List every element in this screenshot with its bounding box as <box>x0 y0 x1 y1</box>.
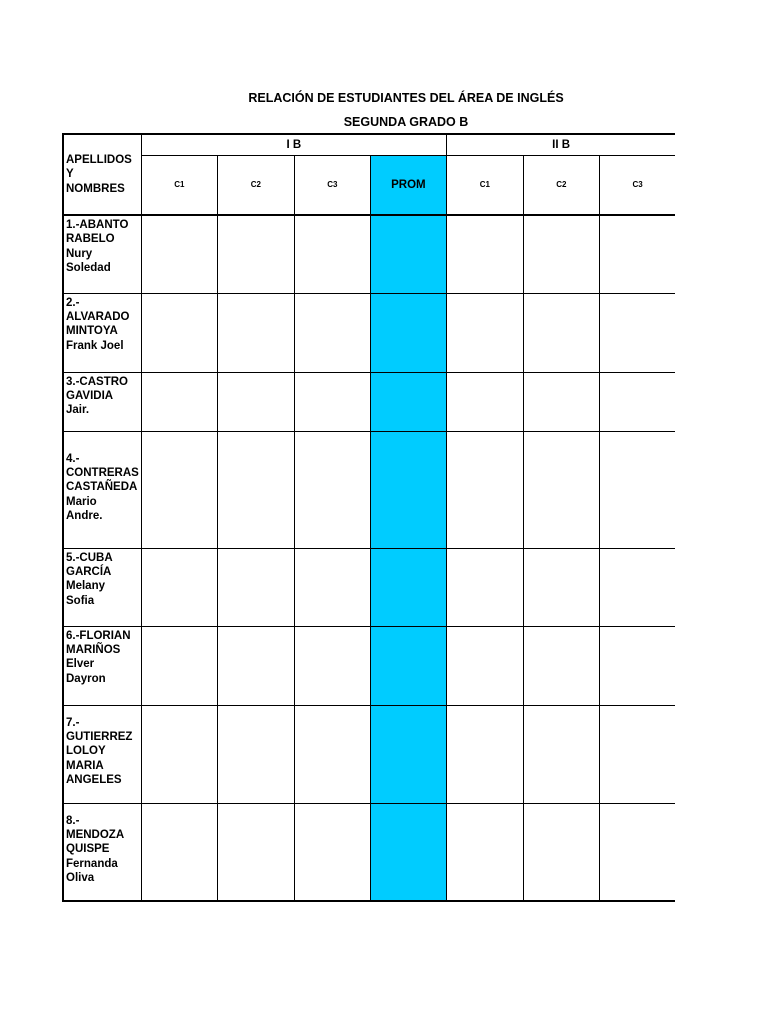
average-cell[interactable] <box>370 431 446 548</box>
page-title: RELACIÓN DE ESTUDIANTES DEL ÁREA DE INGLÉS <box>248 91 564 105</box>
average-cell[interactable] <box>370 626 446 705</box>
grade-cell[interactable] <box>523 705 599 803</box>
grade-cell[interactable] <box>294 431 370 548</box>
column-header-prom: PROM <box>370 155 446 215</box>
grade-cell[interactable] <box>217 293 294 372</box>
grade-cell[interactable] <box>523 293 599 372</box>
grade-cell[interactable] <box>599 548 675 626</box>
average-cell[interactable] <box>370 215 446 293</box>
average-cell[interactable] <box>370 803 446 901</box>
grade-cell[interactable] <box>599 626 675 705</box>
name-column-header: APELLIDOS Y NOMBRES <box>63 134 141 215</box>
student-name: 1.-ABANTO RABELO Nury Soledad <box>63 215 141 293</box>
column-header-c3-second: C3 <box>599 155 675 215</box>
page-subtitle: SEGUNDA GRADO B <box>343 115 469 129</box>
grade-cell[interactable] <box>294 372 370 431</box>
table-row <box>63 705 675 803</box>
grade-cell[interactable] <box>446 705 523 803</box>
average-cell[interactable] <box>370 293 446 372</box>
average-cell[interactable] <box>370 372 446 431</box>
student-name: 2.- ALVARADO MINTOYA Frank Joel <box>63 293 141 372</box>
grade-cell[interactable] <box>523 215 599 293</box>
grade-cell[interactable] <box>217 372 294 431</box>
group-header-1: I B <box>141 134 446 155</box>
table-row <box>63 803 675 901</box>
grades-table <box>62 133 675 902</box>
table-row <box>63 372 675 431</box>
grade-cell[interactable] <box>141 293 217 372</box>
grade-cell[interactable] <box>599 705 675 803</box>
grade-cell[interactable] <box>294 803 370 901</box>
grade-cell[interactable] <box>217 215 294 293</box>
average-cell[interactable] <box>370 548 446 626</box>
grade-cell[interactable] <box>141 803 217 901</box>
grade-cell[interactable] <box>217 431 294 548</box>
grade-cell[interactable] <box>523 372 599 431</box>
grade-cell[interactable] <box>294 215 370 293</box>
grade-cell[interactable] <box>446 372 523 431</box>
student-name: 8.- MENDOZA QUISPE Fernanda Oliva <box>63 803 141 901</box>
grade-cell[interactable] <box>141 548 217 626</box>
grade-cell[interactable] <box>599 431 675 548</box>
grade-cell[interactable] <box>446 215 523 293</box>
table-row <box>63 548 675 626</box>
grade-cell[interactable] <box>446 548 523 626</box>
grade-cell[interactable] <box>294 626 370 705</box>
column-header-c3: C3 <box>294 155 370 215</box>
grade-cell[interactable] <box>523 431 599 548</box>
grade-cell[interactable] <box>446 431 523 548</box>
student-name: 4.- CONTRERAS CASTAÑEDA Mario Andre. <box>63 431 141 548</box>
grade-cell[interactable] <box>141 215 217 293</box>
grade-cell[interactable] <box>523 548 599 626</box>
column-header-c1: C1 <box>141 155 217 215</box>
column-header-c2-second: C2 <box>523 155 599 215</box>
grade-cell[interactable] <box>294 293 370 372</box>
table-row <box>63 431 675 548</box>
grade-cell[interactable] <box>141 705 217 803</box>
grade-cell[interactable] <box>599 372 675 431</box>
student-name: 6.-FLORIAN MARIÑOS Elver Dayron <box>63 626 141 705</box>
grade-cell[interactable] <box>523 803 599 901</box>
grade-cell[interactable] <box>446 626 523 705</box>
grade-cell[interactable] <box>446 803 523 901</box>
grade-cell[interactable] <box>294 548 370 626</box>
grade-cell[interactable] <box>599 215 675 293</box>
grade-cell[interactable] <box>523 626 599 705</box>
group-header-2: II B <box>446 134 675 155</box>
grade-cell[interactable] <box>141 626 217 705</box>
table-row <box>63 215 675 293</box>
grade-cell[interactable] <box>141 431 217 548</box>
table-row <box>63 293 675 372</box>
grade-cell[interactable] <box>217 803 294 901</box>
grade-cell[interactable] <box>141 372 217 431</box>
student-name: 7.- GUTIERREZ LOLOY MARIA ANGELES <box>63 705 141 803</box>
average-cell[interactable] <box>370 705 446 803</box>
grade-cell[interactable] <box>294 705 370 803</box>
grade-cell[interactable] <box>217 626 294 705</box>
table-row <box>63 626 675 705</box>
student-name: 5.-CUBA GARCÍA Melany Sofia <box>63 548 141 626</box>
student-name: 3.-CASTRO GAVIDIA Jair. <box>63 372 141 431</box>
column-header-c1-second: C1 <box>446 155 523 215</box>
column-header-c2: C2 <box>217 155 294 215</box>
grade-cell[interactable] <box>599 803 675 901</box>
grade-cell[interactable] <box>446 293 523 372</box>
grade-cell[interactable] <box>217 548 294 626</box>
grade-cell[interactable] <box>217 705 294 803</box>
grade-cell[interactable] <box>599 293 675 372</box>
